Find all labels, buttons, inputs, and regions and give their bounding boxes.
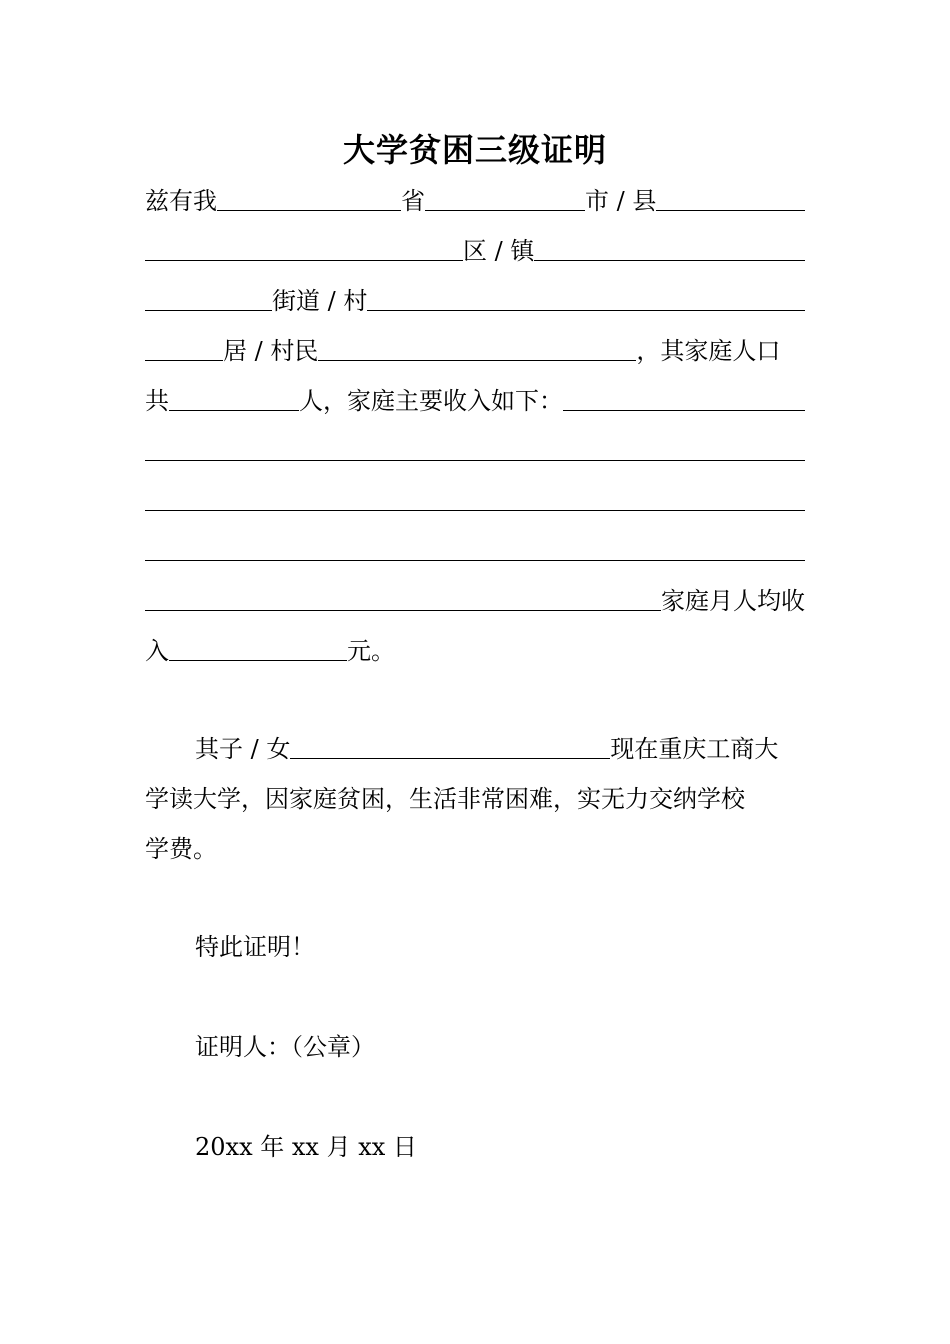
city-county-blank — [656, 210, 805, 211]
tuition-text: 学费。 — [145, 835, 217, 863]
income-source-blank-line — [145, 560, 805, 561]
form-line-9 — [145, 576, 805, 616]
street-village-blank — [367, 310, 805, 311]
currency-text: 元。 — [347, 637, 395, 665]
date-text: 20xx 年 xx 月 xx 日 — [195, 1133, 417, 1161]
statement-line-3 — [145, 824, 805, 864]
street-village-label: 街道 / 村 — [272, 287, 368, 315]
child-name-blank — [290, 758, 610, 759]
form-line-8 — [145, 526, 805, 566]
city-county-blank-cont — [145, 260, 463, 261]
closing-text: 特此证明！ — [195, 933, 315, 961]
resident-label: 居 / 村民 — [223, 337, 319, 365]
income-source-blank-line — [145, 610, 661, 611]
province-label: 省 — [401, 187, 425, 215]
district-town-blank — [534, 260, 805, 261]
form-line-6 — [145, 426, 805, 466]
form-line-7 — [145, 476, 805, 516]
province-blank — [425, 210, 585, 211]
income-source-blank — [563, 410, 805, 411]
monthly-income-blank — [169, 660, 347, 661]
total-text: 共 — [145, 387, 169, 415]
name-blank — [217, 210, 401, 211]
certifier-line — [195, 1022, 805, 1062]
population-blank — [169, 410, 299, 411]
family-population-text: ，其家庭人口 — [636, 337, 781, 365]
date-line — [195, 1122, 805, 1162]
resident-name-blank — [318, 360, 636, 361]
form-line-1 — [145, 176, 805, 216]
city-county-label: 市 / 县 — [585, 187, 657, 215]
monthly-income-text: 家庭月人均收 — [661, 587, 805, 615]
form-line-2 — [145, 226, 805, 266]
intro-text: 兹有我 — [145, 187, 217, 215]
document-title: 大学贫困三级证明 — [342, 131, 607, 169]
statement-line-2 — [145, 774, 805, 814]
income-prefix-text: 入 — [145, 637, 169, 665]
persons-income-text: 人，家庭主要收入如下： — [299, 387, 563, 415]
studying-text: 现在重庆工商大 — [610, 735, 779, 763]
income-source-blank-line — [145, 510, 805, 511]
income-source-blank-line — [145, 460, 805, 461]
street-village-blank-cont — [145, 360, 223, 361]
form-line-3 — [145, 276, 805, 316]
form-line-4 — [145, 326, 805, 366]
statement-line-1 — [195, 724, 805, 764]
child-label: 其子 / 女 — [195, 735, 291, 763]
closing-line — [195, 922, 805, 962]
difficulty-text: 学读大学，因家庭贫困，生活非常困难，实无力交纳学校 — [145, 785, 745, 813]
form-line-10 — [145, 626, 805, 666]
certifier-text: 证明人：（公章） — [195, 1033, 375, 1061]
district-town-blank-cont — [145, 310, 272, 311]
district-town-label: 区 / 镇 — [463, 237, 535, 265]
form-line-5 — [145, 376, 805, 416]
